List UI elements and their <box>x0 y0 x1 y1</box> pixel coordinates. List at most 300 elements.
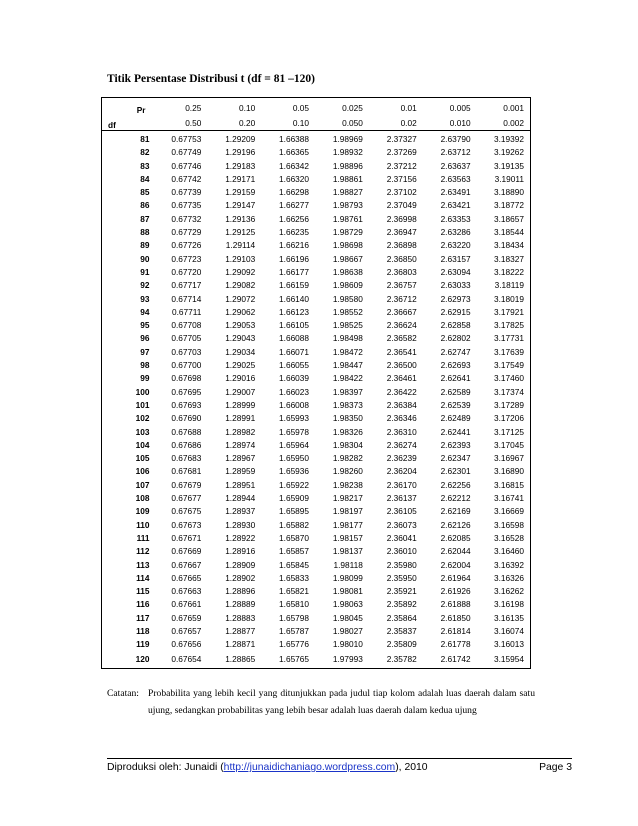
value-cell: 1.28871 <box>225 639 256 650</box>
value-cell: 2.36803 <box>386 266 417 277</box>
value-cell: 2.62641 <box>440 373 471 384</box>
value-cell: 1.66388 <box>279 134 310 144</box>
value-cell: 2.36170 <box>386 479 417 490</box>
table-row <box>102 173 531 186</box>
value-cell: 2.35980 <box>386 559 417 570</box>
table-row <box>102 559 531 572</box>
value-cell: 2.36274 <box>386 439 417 450</box>
value-cell: 1.65821 <box>279 586 310 597</box>
df-cell: 117 <box>136 612 150 623</box>
value-cell: 1.65964 <box>279 439 310 450</box>
value-cell: 1.66342 <box>279 160 310 171</box>
df-label: df <box>108 120 116 130</box>
value-cell: 1.98260 <box>332 466 363 477</box>
value-cell: 2.36667 <box>386 306 417 317</box>
value-cell: 2.36384 <box>386 399 417 410</box>
value-cell: 2.61850 <box>440 612 471 623</box>
value-cell: 2.63712 <box>440 147 471 158</box>
value-cell: 0.67732 <box>171 213 202 224</box>
value-cell: 3.18890 <box>494 187 524 198</box>
value-cell: 2.62915 <box>440 306 471 317</box>
table-row <box>102 572 531 585</box>
value-cell: 1.28922 <box>225 532 256 543</box>
value-cell: 2.36204 <box>386 466 417 477</box>
value-cell: 1.98498 <box>332 333 363 344</box>
value-cell: 1.65870 <box>279 532 310 543</box>
value-cell: 3.16528 <box>494 532 524 543</box>
value-cell: 1.98552 <box>332 306 363 317</box>
df-cell: 112 <box>136 546 150 557</box>
value-cell: 2.62539 <box>440 399 471 410</box>
value-cell: 1.66256 <box>279 213 310 224</box>
table-row <box>102 319 531 332</box>
value-cell: 1.98010 <box>332 639 363 650</box>
df-cell: 118 <box>136 625 150 636</box>
value-cell: 3.16460 <box>494 546 524 557</box>
value-cell: 1.98422 <box>332 373 363 384</box>
value-cell: 2.36137 <box>386 493 417 504</box>
value-cell: 0.67723 <box>171 253 202 264</box>
value-cell: 2.61964 <box>440 572 471 583</box>
table-row <box>102 279 531 292</box>
value-cell: 2.36850 <box>386 253 417 264</box>
value-cell: 1.98326 <box>332 426 363 437</box>
value-cell: 1.98397 <box>332 386 363 397</box>
value-cell: 2.62973 <box>440 293 471 304</box>
value-cell: 1.29147 <box>225 200 256 211</box>
df-cell: 82 <box>140 147 150 158</box>
value-cell: 2.36041 <box>386 532 417 543</box>
value-cell: 2.63220 <box>440 240 471 251</box>
value-cell: 2.35950 <box>386 572 417 583</box>
value-cell: 1.98238 <box>332 479 363 490</box>
value-cell: 3.18772 <box>494 200 524 211</box>
value-cell: 1.98282 <box>332 453 363 464</box>
value-cell: 2.36010 <box>386 546 417 557</box>
df-cell: 97 <box>140 346 150 357</box>
value-cell: 1.28959 <box>225 466 256 477</box>
value-cell: 1.28982 <box>225 426 256 437</box>
value-cell: 2.63094 <box>440 266 471 277</box>
value-cell: 1.65833 <box>279 572 310 583</box>
table-row <box>102 598 531 611</box>
table-row <box>102 146 531 159</box>
df-cell: 113 <box>136 559 150 570</box>
value-cell: 2.61742 <box>440 653 471 664</box>
value-cell: 2.63491 <box>440 187 471 198</box>
table-row <box>102 226 531 239</box>
value-cell: 0.67690 <box>171 413 202 424</box>
value-cell: 2.36757 <box>386 280 417 291</box>
table-row <box>102 426 531 439</box>
value-cell: 3.17289 <box>494 399 524 410</box>
df-cell: 94 <box>140 306 150 317</box>
header-two-tail-cell: 0.010 <box>423 116 477 131</box>
value-cell: 1.98861 <box>332 173 363 184</box>
df-cell: 83 <box>140 160 150 171</box>
value-cell: 3.17045 <box>494 439 524 450</box>
table-row <box>102 479 531 492</box>
table-row <box>102 266 531 279</box>
value-cell: 1.66039 <box>279 373 310 384</box>
value-cell: 1.65810 <box>279 599 310 610</box>
value-cell: 1.98027 <box>332 625 363 636</box>
value-cell: 1.28916 <box>225 546 256 557</box>
value-cell: 1.98447 <box>332 360 363 371</box>
value-cell: 3.17206 <box>494 413 524 424</box>
value-cell: 1.29209 <box>225 134 256 144</box>
value-cell: 0.67711 <box>171 306 202 317</box>
value-cell: 0.67739 <box>171 187 202 198</box>
value-cell: 2.36712 <box>386 293 417 304</box>
value-cell: 3.16198 <box>494 599 524 610</box>
table-row <box>102 452 531 465</box>
value-cell: 2.62489 <box>440 413 471 424</box>
value-cell: 2.36947 <box>386 227 417 238</box>
value-cell: 2.62589 <box>440 386 471 397</box>
value-cell: 1.28951 <box>225 479 256 490</box>
value-cell: 0.67705 <box>171 333 202 344</box>
value-cell: 0.67677 <box>171 493 202 504</box>
value-cell: 3.16815 <box>494 479 524 490</box>
value-cell: 0.67753 <box>171 134 202 144</box>
value-cell: 3.18019 <box>494 293 524 304</box>
t-distribution-table <box>101 97 531 669</box>
value-cell: 2.62693 <box>440 360 471 371</box>
df-cell: 98 <box>140 360 150 371</box>
value-cell: 2.62212 <box>440 493 471 504</box>
header-row-pr <box>102 98 531 117</box>
value-cell: 1.29159 <box>225 187 256 198</box>
df-cell: 115 <box>136 586 150 597</box>
value-cell: 2.35809 <box>386 639 417 650</box>
header-pr-cell: 0.005 <box>449 103 471 113</box>
value-cell: 0.67657 <box>171 625 202 636</box>
value-cell: 1.29072 <box>225 293 256 304</box>
value-cell: 1.66140 <box>279 293 310 304</box>
value-cell: 1.98761 <box>332 213 363 224</box>
value-cell: 2.62044 <box>440 546 471 557</box>
value-cell: 1.98525 <box>332 320 363 331</box>
table-row <box>102 386 531 399</box>
value-cell: 3.15954 <box>494 653 524 664</box>
value-cell: 0.67749 <box>171 147 202 158</box>
value-cell: 1.65950 <box>279 453 310 464</box>
value-cell: 2.36541 <box>386 346 417 357</box>
value-cell: 0.67708 <box>171 320 202 331</box>
value-cell: 1.98304 <box>332 439 363 450</box>
value-cell: 1.98472 <box>332 346 363 357</box>
value-cell: 1.66008 <box>279 399 310 410</box>
value-cell: 1.29043 <box>225 333 256 344</box>
df-cell: 92 <box>140 280 150 291</box>
footer-prefix: Diproduksi oleh: Junaidi ( <box>107 762 224 773</box>
value-cell: 3.18434 <box>494 240 524 251</box>
value-cell: 2.37269 <box>386 147 417 158</box>
value-cell: 2.63157 <box>440 253 471 264</box>
value-cell: 1.98373 <box>332 399 363 410</box>
value-cell: 2.36998 <box>386 213 417 224</box>
value-cell: 2.62126 <box>440 519 471 530</box>
value-cell: 0.67679 <box>171 479 202 490</box>
value-cell: 0.67669 <box>171 546 202 557</box>
table-row <box>102 213 531 226</box>
header-two-tail-cell: 0.20 <box>207 116 261 131</box>
value-cell: 1.29053 <box>225 320 256 331</box>
footer-suffix: ), 2010 <box>395 762 428 773</box>
value-cell: 1.28896 <box>225 586 256 597</box>
value-cell: 2.62441 <box>440 426 471 437</box>
value-cell: 0.67686 <box>171 439 202 450</box>
table-row <box>102 412 531 425</box>
df-cell: 103 <box>135 426 150 437</box>
value-cell: 1.28930 <box>225 519 256 530</box>
value-cell: 1.98969 <box>332 134 363 144</box>
value-cell: 3.19135 <box>494 160 524 171</box>
df-cell: 114 <box>136 572 150 583</box>
value-cell: 1.29016 <box>225 373 256 384</box>
value-cell: 1.66055 <box>279 360 310 371</box>
table-row <box>102 253 531 266</box>
value-cell: 2.63637 <box>440 160 471 171</box>
value-cell: 3.18119 <box>494 280 524 291</box>
table-row <box>102 585 531 598</box>
value-cell: 0.67742 <box>171 173 202 184</box>
table-row <box>102 239 531 252</box>
value-cell: 2.61888 <box>440 599 471 610</box>
value-cell: 1.66277 <box>279 200 310 211</box>
table-row <box>102 346 531 359</box>
table-row <box>102 465 531 478</box>
value-cell: 3.16392 <box>494 559 524 570</box>
value-cell: 2.37327 <box>386 134 417 144</box>
value-cell: 1.29125 <box>225 227 256 238</box>
value-cell: 1.65936 <box>279 466 310 477</box>
value-cell: 3.19392 <box>494 134 524 144</box>
value-cell: 3.17374 <box>494 386 524 397</box>
value-cell: 2.62301 <box>440 466 471 477</box>
table-row <box>102 532 531 545</box>
value-cell: 1.98580 <box>332 293 363 304</box>
value-cell: 0.67661 <box>171 599 202 610</box>
df-cell: 95 <box>140 320 150 331</box>
value-cell: 1.98827 <box>332 187 363 198</box>
value-cell: 2.36073 <box>386 519 417 530</box>
value-cell: 2.37212 <box>386 160 417 171</box>
value-cell: 0.67654 <box>171 653 202 664</box>
footer-credit <box>107 762 428 773</box>
value-cell: 0.67703 <box>171 346 202 357</box>
header-pr-cell: 0.025 <box>342 103 363 113</box>
value-cell: 1.29136 <box>225 213 256 224</box>
value-cell: 3.18657 <box>494 213 524 224</box>
value-cell: 1.29062 <box>225 306 256 317</box>
value-cell: 1.29171 <box>225 173 256 184</box>
df-cell: 91 <box>140 266 150 277</box>
header-pr-cell: 0.10 <box>239 103 256 113</box>
value-cell: 1.65978 <box>279 426 310 437</box>
df-cell: 88 <box>140 227 150 238</box>
value-cell: 2.37156 <box>386 173 417 184</box>
value-cell: 1.28974 <box>225 439 256 450</box>
value-cell: 1.98081 <box>332 586 363 597</box>
value-cell: 1.98137 <box>332 546 363 557</box>
value-cell: 1.28944 <box>225 493 256 504</box>
value-cell: 1.66159 <box>279 280 310 291</box>
value-cell: 3.18222 <box>494 266 524 277</box>
value-cell: 1.66071 <box>279 346 310 357</box>
value-cell: 3.16074 <box>494 625 524 636</box>
value-cell: 2.63353 <box>440 213 471 224</box>
value-cell: 2.63421 <box>440 200 471 211</box>
value-cell: 3.16598 <box>494 519 524 530</box>
header-two-tail-cell: 0.50 <box>154 116 208 131</box>
df-cell: 111 <box>136 532 150 543</box>
value-cell: 2.36346 <box>386 413 417 424</box>
value-cell: 1.66235 <box>279 227 310 238</box>
table-row <box>102 372 531 385</box>
corner-pr-cell <box>102 98 154 117</box>
value-cell: 1.65993 <box>279 413 310 424</box>
value-cell: 1.28999 <box>225 399 256 410</box>
value-cell: 2.61778 <box>440 639 471 650</box>
value-cell: 1.29034 <box>225 346 256 357</box>
value-cell: 2.62802 <box>440 333 471 344</box>
note-block <box>107 686 535 719</box>
df-cell: 84 <box>140 173 150 184</box>
value-cell: 2.62085 <box>440 532 471 543</box>
table-row <box>102 652 531 669</box>
value-cell: 0.67675 <box>171 506 202 517</box>
df-cell: 120 <box>135 653 150 664</box>
value-cell: 0.67665 <box>171 572 202 583</box>
value-cell: 3.16262 <box>494 586 524 597</box>
value-cell: 2.37102 <box>386 187 417 198</box>
table-row <box>102 306 531 319</box>
page-title: Titik Persentase Distribusi t (df = 81 –120) <box>107 73 315 85</box>
table-row <box>102 519 531 532</box>
value-cell: 3.19262 <box>494 147 524 158</box>
df-cell: 116 <box>136 599 150 610</box>
value-cell: 0.67656 <box>171 639 202 650</box>
value-cell: 3.19011 <box>494 173 524 184</box>
value-cell: 2.36461 <box>386 373 417 384</box>
value-cell: 0.67735 <box>171 200 202 211</box>
value-cell: 1.65882 <box>279 519 310 530</box>
note-text: Probabilita yang lebih kecil yang ditunjukkan pada judul tiap kolom adalah luas daerah dalam satu ujung, sedangkan probabilitas yang lebih besar adalah luas daerah dalam kedua ujung <box>148 688 535 716</box>
value-cell: 1.28937 <box>225 506 256 517</box>
value-cell: 3.16669 <box>494 506 524 517</box>
df-cell: 109 <box>135 506 150 517</box>
value-cell: 1.65798 <box>279 612 310 623</box>
value-cell: 1.98217 <box>332 493 363 504</box>
table-row <box>102 293 531 306</box>
note-label: Catatan: <box>107 688 139 699</box>
value-cell: 0.67693 <box>171 399 202 410</box>
value-cell: 1.65895 <box>279 506 310 517</box>
value-cell: 1.66216 <box>279 240 310 251</box>
value-cell: 1.98099 <box>332 572 363 583</box>
value-cell: 1.98698 <box>332 240 363 251</box>
df-cell: 108 <box>135 493 150 504</box>
value-cell: 1.65787 <box>279 625 310 636</box>
value-cell: 1.97993 <box>332 653 363 664</box>
value-cell: 0.67698 <box>171 373 202 384</box>
value-cell: 1.98118 <box>333 559 363 570</box>
value-cell: 3.17825 <box>494 320 524 331</box>
df-cell: 105 <box>135 453 150 464</box>
value-cell: 0.67714 <box>171 293 202 304</box>
page-number: Page 3 <box>539 762 572 773</box>
value-cell: 1.66023 <box>279 386 310 397</box>
value-cell: 1.29196 <box>225 147 256 158</box>
footer-link[interactable]: http://junaidichaniago.wordpress.com <box>223 762 396 773</box>
table-row <box>102 638 531 651</box>
value-cell: 2.62169 <box>440 506 471 517</box>
table-row <box>102 439 531 452</box>
value-cell: 2.62347 <box>440 453 471 464</box>
value-cell: 0.67700 <box>171 360 202 371</box>
value-cell: 2.62858 <box>440 320 471 331</box>
value-cell: 1.65909 <box>279 493 310 504</box>
value-cell: 2.63286 <box>440 227 471 238</box>
corner-df-cell <box>102 116 154 131</box>
value-cell: 1.29114 <box>225 240 256 251</box>
value-cell: 2.61814 <box>440 625 471 636</box>
table-row <box>102 199 531 212</box>
value-cell: 3.18327 <box>494 253 524 264</box>
value-cell: 3.16013 <box>494 639 524 650</box>
value-cell: 1.66105 <box>279 320 310 331</box>
value-cell: 1.66298 <box>279 187 310 198</box>
value-cell: 1.98157 <box>332 532 363 543</box>
value-cell: 1.98197 <box>332 506 363 517</box>
df-cell: 85 <box>140 187 150 198</box>
header-two-tail-cell: 0.02 <box>369 116 423 131</box>
value-cell: 2.37049 <box>386 200 417 211</box>
table-row <box>102 160 531 173</box>
df-cell: 102 <box>135 413 150 424</box>
value-cell: 3.17639 <box>494 346 524 357</box>
df-cell: 87 <box>140 213 150 224</box>
value-cell: 2.63790 <box>440 134 471 144</box>
value-cell: 2.62747 <box>440 346 471 357</box>
value-cell: 1.29007 <box>225 386 256 397</box>
header-two-tail-cell: 0.050 <box>315 116 369 131</box>
df-cell: 89 <box>140 240 150 251</box>
table-row <box>102 505 531 518</box>
value-cell: 2.35892 <box>386 599 417 610</box>
value-cell: 0.67729 <box>171 227 202 238</box>
value-cell: 1.28909 <box>225 559 256 570</box>
value-cell: 1.66123 <box>279 306 310 317</box>
value-cell: 2.35921 <box>386 586 417 597</box>
value-cell: 0.67683 <box>171 453 202 464</box>
value-cell: 1.98667 <box>332 253 363 264</box>
df-cell: 90 <box>140 253 150 264</box>
value-cell: 0.67667 <box>171 559 202 570</box>
value-cell: 1.98932 <box>332 147 363 158</box>
value-cell: 1.28883 <box>225 612 256 623</box>
value-cell: 0.67746 <box>171 160 202 171</box>
value-cell: 1.28889 <box>225 599 256 610</box>
footer-rule <box>107 758 572 759</box>
value-cell: 1.98729 <box>332 227 363 238</box>
value-cell: 1.98638 <box>332 266 363 277</box>
value-cell: 1.28902 <box>225 572 256 583</box>
value-cell: 2.36898 <box>386 240 417 251</box>
df-cell: 101 <box>135 399 150 410</box>
